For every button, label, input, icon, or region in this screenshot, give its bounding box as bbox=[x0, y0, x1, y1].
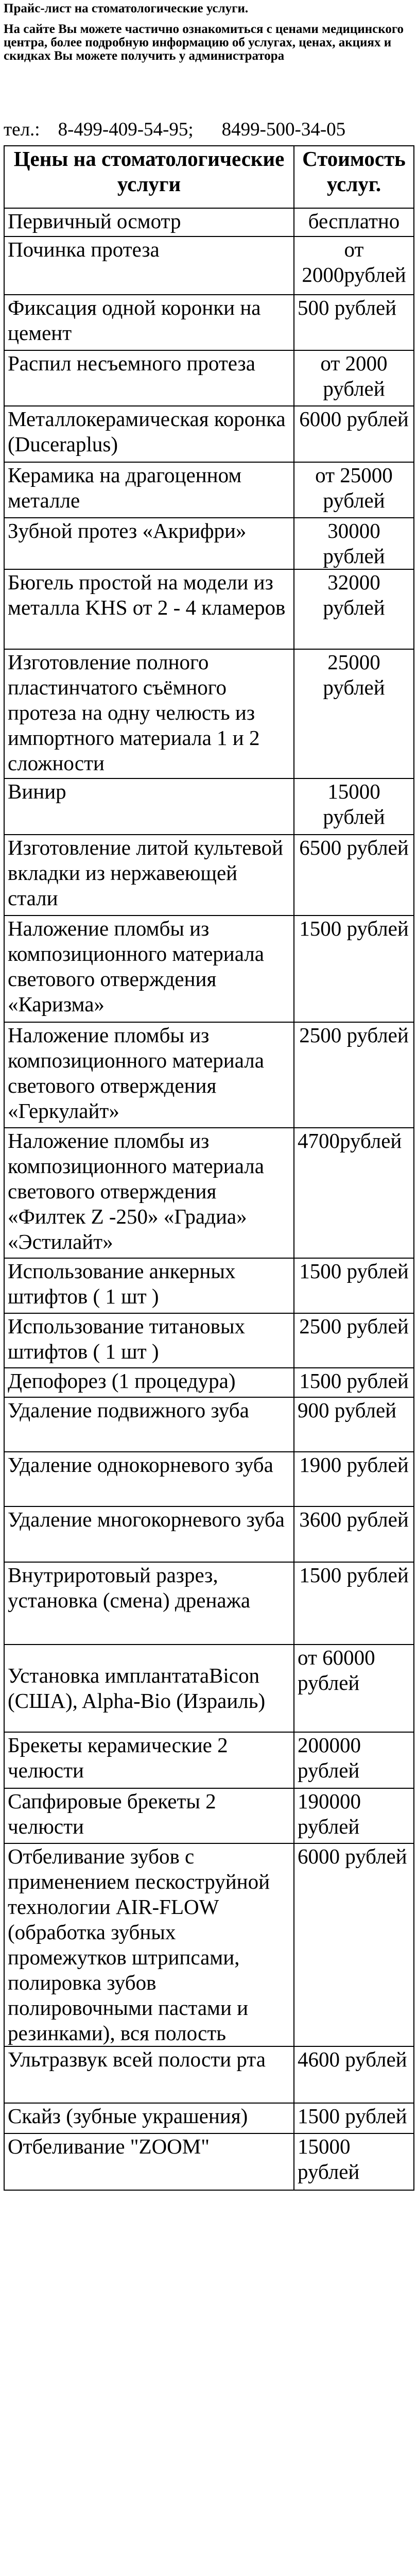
service-cell: Починка протеза bbox=[4, 236, 294, 295]
price-cell: 30000 рублей bbox=[294, 518, 414, 569]
service-cell: Керамика на драгоценном металле bbox=[4, 462, 294, 518]
phone-number-2: 8499-500-34-05 bbox=[221, 119, 346, 140]
price-cell: 6000 рублей bbox=[294, 1843, 414, 2046]
service-cell: Отбеливание зубов с применением пескоструйной технологии AIR-FLOW (обработка зубных промежутков штрипсами, полировка зубов полировочными пастами и резинками), вся полость bbox=[4, 1843, 294, 2046]
service-cell: Наложение пломбы из композиционного материала светового отверждения «Каризма» bbox=[4, 916, 294, 1022]
table-row bbox=[4, 406, 414, 462]
service-cell: Сапфировые брекеты 2 челюсти bbox=[4, 1788, 294, 1843]
price-cell: 4600 рублей bbox=[294, 2046, 414, 2103]
service-cell: Отбеливание "ZOOM" bbox=[4, 2133, 294, 2190]
price-cell: 900 рублей bbox=[294, 1397, 414, 1452]
price-cell: 25000 рублей bbox=[294, 649, 414, 778]
table-row bbox=[4, 1022, 414, 1128]
table-row bbox=[4, 916, 414, 1022]
service-cell: Зубной протез «Акрифри» bbox=[4, 518, 294, 569]
table-row bbox=[4, 1313, 414, 1368]
price-cell: 1500 рублей bbox=[294, 916, 414, 1022]
service-cell: Удаление подвижного зуба bbox=[4, 1397, 294, 1452]
table-row bbox=[4, 236, 414, 295]
table-row bbox=[4, 208, 414, 236]
price-cell: 200000 рублей bbox=[294, 1732, 414, 1788]
service-cell: Использование анкерных штифтов ( 1 шт ) bbox=[4, 1258, 294, 1313]
document-title: Прайс-лист на стоматологические услуги. bbox=[4, 2, 249, 15]
table-row bbox=[4, 1788, 414, 1843]
service-cell: Изготовление литой культевой вкладки из нержавеющей стали bbox=[4, 835, 294, 916]
price-cell: 1500 рублей bbox=[294, 1562, 414, 1645]
service-cell: Распил несъемного протеза bbox=[4, 350, 294, 406]
table-row bbox=[4, 1258, 414, 1313]
price-table bbox=[4, 145, 414, 2191]
price-cell: 15000 рублей bbox=[294, 2133, 414, 2190]
header-service: Цены на стоматологические услуги bbox=[4, 146, 294, 208]
price-cell: 190000 рублей bbox=[294, 1788, 414, 1843]
price-cell: бесплатно bbox=[294, 208, 414, 236]
service-cell: Наложение пломбы из композиционного материала светового отверждения «Филтек Z -250» «Градиа» «Эстилайт» bbox=[4, 1128, 294, 1258]
table-row bbox=[4, 1843, 414, 2046]
service-cell: Фиксация одной коронки на цемент bbox=[4, 295, 294, 350]
price-cell: 1500 рублей bbox=[294, 1368, 414, 1397]
table-row bbox=[4, 778, 414, 835]
table-row bbox=[4, 569, 414, 649]
price-cell: 15000 рублей bbox=[294, 778, 414, 835]
service-cell: Бюгель простой на модели из металла KHS от 2 - 4 кламеров bbox=[4, 569, 294, 649]
table-row bbox=[4, 2103, 414, 2133]
price-cell: 1500 рублей bbox=[294, 2103, 414, 2133]
price-cell: 4700рублей bbox=[294, 1128, 414, 1258]
price-cell: от 2000рублей bbox=[294, 236, 414, 295]
table-row bbox=[4, 295, 414, 350]
phone-label: тел.: bbox=[4, 119, 40, 140]
table-row bbox=[4, 1732, 414, 1788]
price-cell: 2500 рублей bbox=[294, 1022, 414, 1128]
price-cell: 1900 рублей bbox=[294, 1452, 414, 1506]
table-row bbox=[4, 518, 414, 569]
table-row bbox=[4, 2046, 414, 2103]
service-cell: Первичный осмотр bbox=[4, 208, 294, 236]
intro-text: На сайте Вы можете частично ознакомиться с ценами медицинского центра, более подробную информацию об услугах, ценах, акциях и скидках Вы можете получить у администратора bbox=[4, 22, 404, 63]
price-cell: 500 рублей bbox=[294, 295, 414, 350]
service-cell: Изготовление полного пластинчатого съёмного протеза на одну челюсть из импортного материала 1 и 2 сложности bbox=[4, 649, 294, 778]
price-cell: от 25000 рублей bbox=[294, 462, 414, 518]
service-cell: Внутриротовый разрез, установка (смена) дренажа bbox=[4, 1562, 294, 1645]
service-cell: Использование титановых штифтов ( 1 шт ) bbox=[4, 1313, 294, 1368]
service-cell: Удаление однокорневого зуба bbox=[4, 1452, 294, 1506]
table-header-row bbox=[4, 146, 414, 208]
phone-line bbox=[4, 118, 415, 141]
service-cell: Наложение пломбы из композиционного материала светового отверждения «Геркулайт» bbox=[4, 1022, 294, 1128]
price-cell: от 60000 рублей bbox=[294, 1645, 414, 1732]
table-row bbox=[4, 1368, 414, 1397]
table-row bbox=[4, 1562, 414, 1645]
service-cell: Скайз (зубные украшения) bbox=[4, 2103, 294, 2133]
service-cell: Установка имплантатаBicon (США), Alpha-Bio (Израиль) bbox=[4, 1645, 294, 1732]
table-row bbox=[4, 2133, 414, 2190]
price-cell: 1500 рублей bbox=[294, 1258, 414, 1313]
service-cell: Брекеты керамические 2 челюсти bbox=[4, 1732, 294, 1788]
service-cell: Ультразвук всей полости рта bbox=[4, 2046, 294, 2103]
table-row bbox=[4, 350, 414, 406]
service-cell: Металлокерамическая коронка (Duceraplus) bbox=[4, 406, 294, 462]
table-row bbox=[4, 1452, 414, 1506]
price-cell: 6500 рублей bbox=[294, 835, 414, 916]
table-row bbox=[4, 1506, 414, 1562]
service-cell: Депофорез (1 процедура) bbox=[4, 1368, 294, 1397]
price-cell: 6000 рублей bbox=[294, 406, 414, 462]
service-cell: Удаление многокорневого зуба bbox=[4, 1506, 294, 1562]
table-row bbox=[4, 1397, 414, 1452]
price-cell: от 2000 рублей bbox=[294, 350, 414, 406]
price-cell: 2500 рублей bbox=[294, 1313, 414, 1368]
service-cell: Винир bbox=[4, 778, 294, 835]
table-row bbox=[4, 462, 414, 518]
price-cell: 3600 рублей bbox=[294, 1506, 414, 1562]
table-row bbox=[4, 649, 414, 778]
table-row bbox=[4, 1645, 414, 1732]
phone-number-1: 8-499-409-54-95; bbox=[58, 119, 194, 140]
header-price: Стоимость услуг. bbox=[294, 146, 414, 208]
price-cell: 32000 рублей bbox=[294, 569, 414, 649]
table-row bbox=[4, 1128, 414, 1258]
table-row bbox=[4, 835, 414, 916]
